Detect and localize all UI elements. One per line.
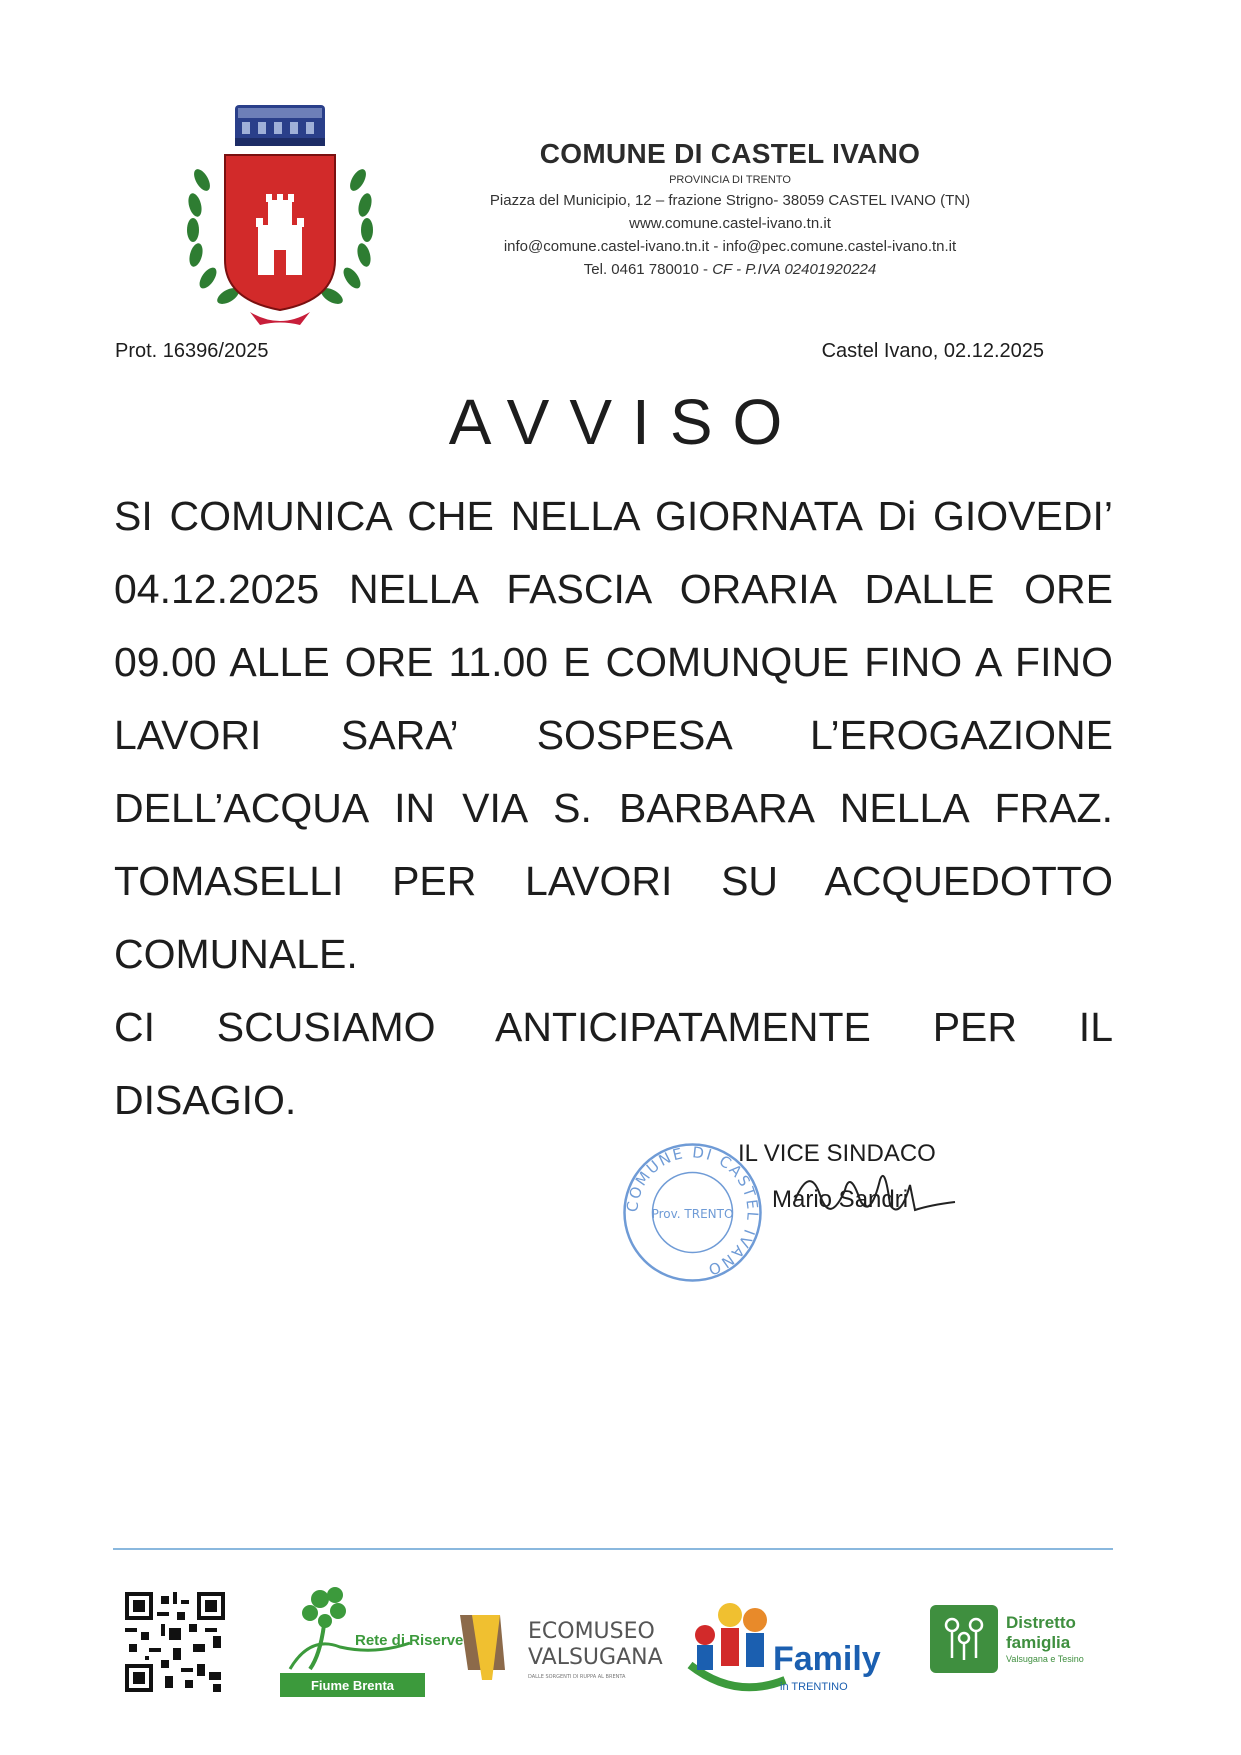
municipality-header xyxy=(430,138,1030,278)
notice-title: AVVISO xyxy=(448,386,803,458)
family-subtitle: in TRENTINO xyxy=(780,1681,848,1693)
municipality-website: www.comune.castel-ivano.tn.it xyxy=(629,215,831,232)
family-word: Family xyxy=(773,1640,881,1678)
notice-line: COMUNALE. xyxy=(114,931,358,977)
municipality-contacts xyxy=(430,261,1030,278)
signer-name: Mario Sandri xyxy=(772,1186,909,1213)
stamp-inner-text: Prov. TRENTO xyxy=(651,1207,734,1221)
municipality-address: Piazza del Municipio, 12 – frazione Strigno- 38059 CASTEL IVANO (TN) xyxy=(489,192,971,209)
notice-line: SI COMUNICA CHE NELLA GIORNATA Di GIOVEDI’ xyxy=(114,493,1113,539)
handwritten-signature xyxy=(790,1160,960,1230)
footer-divider xyxy=(113,1548,1113,1550)
ecomuseo-tagline: DALLE SORGENTI DI RUPPA AL BRENTA xyxy=(528,1674,626,1680)
notice-line: DELL’ACQUA IN VIA S. BARBARA NELLA FRAZ. xyxy=(114,785,1113,831)
notice-line: DISAGIO. xyxy=(114,1077,297,1123)
province-name: PROVINCIA DI TRENTO xyxy=(669,174,791,186)
tax-ids: CF - P.IVA 02401920224 xyxy=(712,261,877,278)
coat-of-arms-logo xyxy=(180,100,380,330)
notice-body xyxy=(114,480,1113,1137)
notice-line: 09.00 ALLE ORE 11.00 E COMUNQUE FINO A FINO xyxy=(114,639,1113,685)
stamp-text: COMUNE DI CASTEL IVANO xyxy=(623,1143,762,1280)
rete-di-riserve-logo xyxy=(280,1585,464,1697)
distretto-line3: Valsugana e Tesino xyxy=(1006,1654,1084,1664)
phone-number: Tel. 0461 780010 - xyxy=(583,261,713,278)
distretto-line2: famiglia xyxy=(1006,1633,1071,1652)
notice-line: CI SCUSIAMO ANTICIPATAMENTE PER IL xyxy=(114,1004,1113,1050)
notice-line: 04.12.2025 NELLA FASCIA ORARIA DALLE ORE xyxy=(114,566,1113,612)
family-in-trentino-logo xyxy=(685,1590,900,1700)
place-and-date: Castel Ivano, 02.12.2025 xyxy=(821,340,1044,362)
distretto-famiglia-logo xyxy=(930,1600,1100,1680)
qr-code xyxy=(125,1592,225,1692)
municipality-name: COMUNE DI CASTEL IVANO xyxy=(539,138,921,169)
notice-line: TOMASELLI PER LAVORI SU ACQUEDOTTO xyxy=(114,858,1113,904)
ecomuseo-valsugana-logo xyxy=(460,1600,663,1690)
signer-role: IL VICE SINDACO xyxy=(738,1140,936,1167)
municipality-emails: info@comune.castel-ivano.tn.it - info@pec.comune.castel-ivano.tn.it xyxy=(503,238,957,255)
protocol-number: Prot. 16396/2025 xyxy=(115,340,269,362)
notice-line: LAVORI SARA’ SOSPESA L’EROGAZIONE xyxy=(114,712,1113,758)
rete-title-text: Rete di Riserve xyxy=(355,1632,464,1649)
distretto-line1: Distretto xyxy=(1006,1613,1076,1632)
ecomuseo-line1: ECOMUSEO xyxy=(528,1619,655,1644)
ecomuseo-line2: VALSUGANA xyxy=(528,1645,663,1670)
rete-subtitle-text: Fiume Brenta xyxy=(310,1678,395,1693)
